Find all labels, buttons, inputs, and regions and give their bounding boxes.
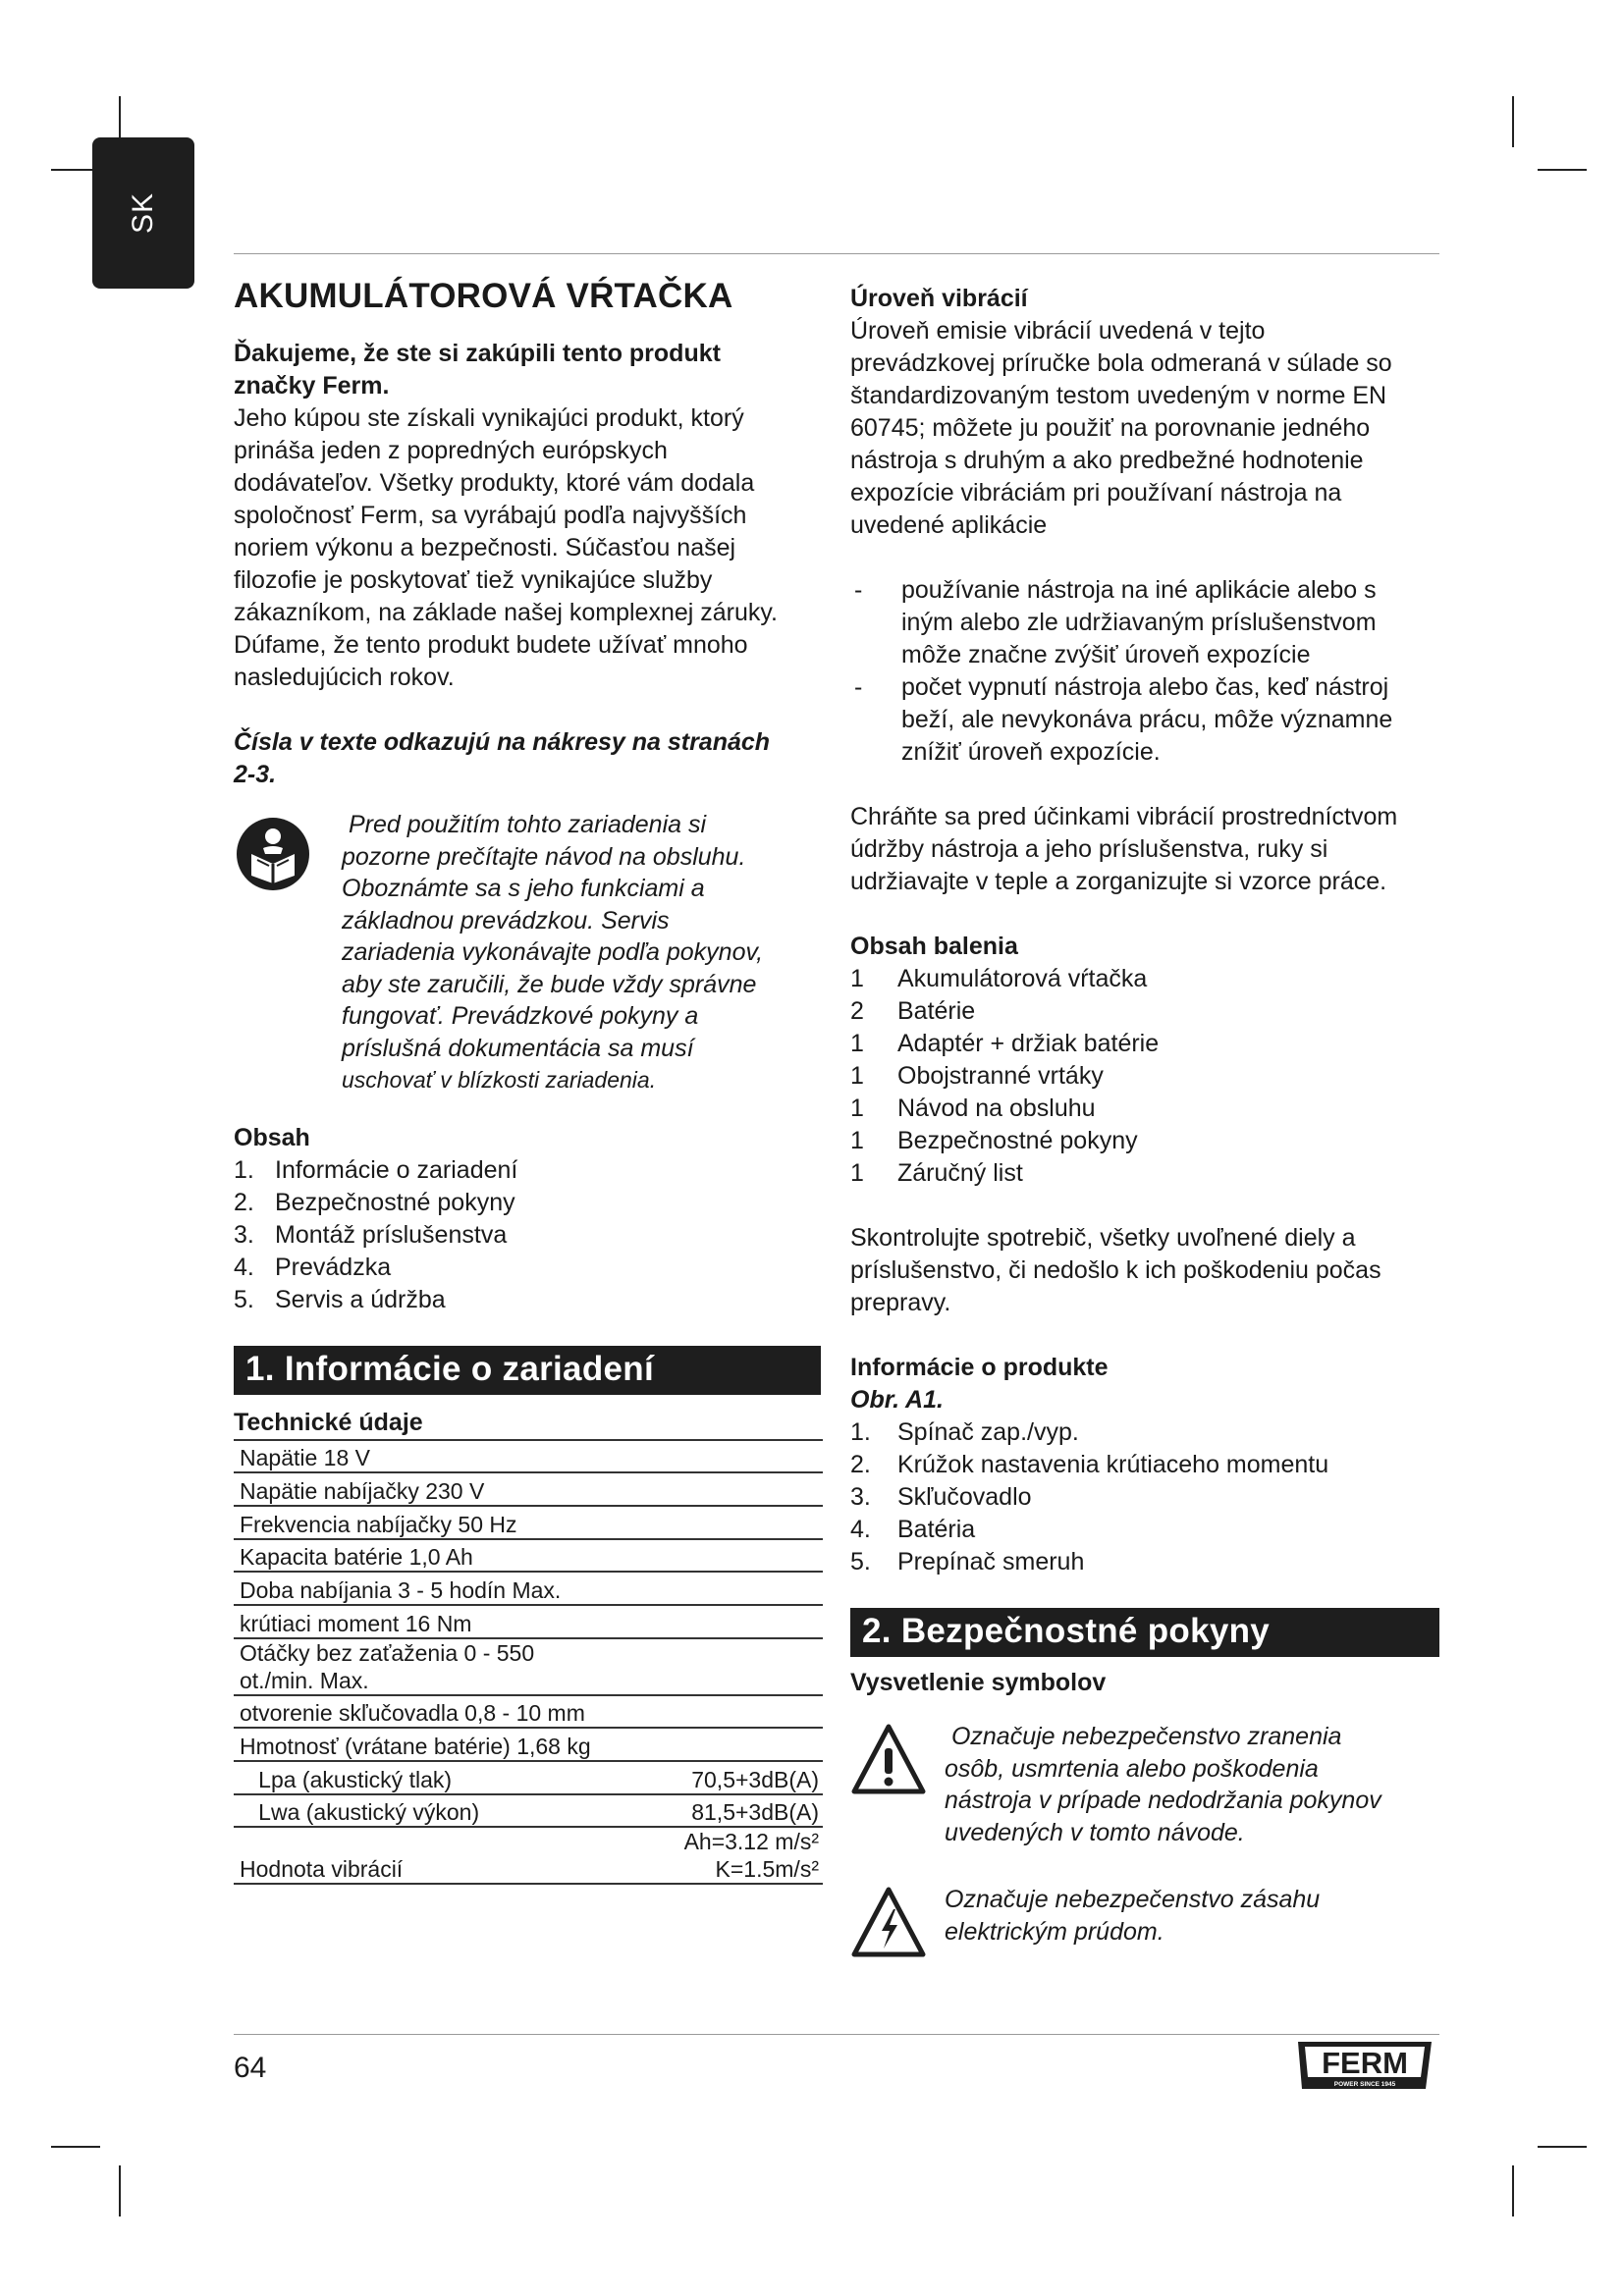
crop-mark [119,2165,121,2216]
intro-line: Jeho kúpou ste získali vynikajúci produkt, ktorý [234,404,744,432]
protect-paragraph [850,801,1439,898]
figures-note-line: Čísla v texte odkazujú na nákresy na stranách [234,728,771,756]
product-parts-list [850,1416,1439,1578]
page-number: 64 [234,2052,267,2084]
warning-line: osôb, usmrtenia alebo poškodenia [945,1754,1319,1783]
vibration-line: uvedené aplikácie [850,511,1048,539]
warning-line: Označuje nebezpečenstvo zásahu [945,1886,1321,1913]
figure-reference: Obr. A1. [850,1386,944,1414]
footer-rule [234,2034,1439,2035]
vibration-line: Úroveň emisie vibrácií uvedená v tejto [850,317,1266,345]
contents-heading: Obsah [234,1123,310,1151]
right-column [850,283,1439,1967]
thanks-line: Ďakujeme, že ste si zakúpili tento produkt [234,340,721,367]
list-item: 2. Krúžok nastavenia krútiaceho momentu [850,1451,1329,1478]
table-row: Lwa (akustický výkon) 81,5+3dB(A) [234,1794,823,1828]
vibration-line: 60745; môžete ju použiť na porovnanie jedného [850,414,1371,442]
table-row: Hodnota vibrácií Ah=3.12 m/s² K=1.5m/s² [234,1827,823,1884]
intro-line: zákazníkom, na základe našej komplexnej záruky. [234,599,778,626]
list-item: 1 Adaptér + držiak batérie [850,1030,1160,1057]
vibration-line: expozície vibráciám pri používaní nástroja na [850,479,1342,507]
list-item: 4. Prevádzka [234,1253,392,1281]
list-item: 2 Batérie [850,997,976,1025]
logo-tagline: POWER SINCE 1945 [1333,2081,1396,2088]
vibration-paragraph [850,315,1439,542]
intro-line: filozofie je poskytovať tiež vynikajúce služby [234,566,713,594]
crop-mark [1512,2165,1514,2216]
list-item: 2. Bezpečnostné pokyny [234,1188,515,1216]
manual-note-line: Oboznámte sa s jeho funkciami a [342,875,705,902]
list-item: - používanie nástroja na iné aplikácie alebo s iným alebo zle udržiavaným príslušenstvom môže značne zvýšiť úroveň expozície [854,576,1377,668]
section1-banner: 1. Informácie o zariadení [234,1346,821,1395]
list-item: 1 Akumulátorová vŕtačka [850,965,1148,992]
protect-line: údržby nástroja a jeho príslušenstva, ruky si [850,835,1328,863]
intro-line: prináša jeden z popredných európskych [234,437,668,464]
table-row: otvorenie skľučovadla 0,8 - 10 mm [234,1695,823,1729]
table-row: Doba nabíjania 3 - 5 hodín Max. [234,1572,823,1605]
manual-note-line: základnou prevádzkou. Servis [342,906,670,934]
figures-note [234,726,821,791]
list-item: 1. Informácie o zariadení [234,1155,518,1184]
vibration-line: prevádzkovej príručke bola odmeraná v súlade so [850,349,1392,377]
intro-line: spoločnosť Ferm, sa vyrábajú podľa najvyšších [234,502,747,529]
intro-line: noriem výkonu a bezpečnosti. Súčasťou našej [234,534,736,561]
warning-line: uvedených v tomto návode. [945,1818,1245,1846]
table-row: Napätie nabíjačky 230 V [234,1472,823,1506]
list-item: 5. Prepínač smeruh [850,1548,1085,1575]
list-item: 1. Spínač zap./vyp. [850,1418,1079,1446]
table-row: Kapacita batérie 1,0 Ah [234,1539,823,1573]
manual-note-line: fungovať. Prevádzkové pokyny a [342,1002,699,1030]
crop-mark [1538,169,1587,171]
warning-line: elektrickým prúdom. [945,1917,1164,1946]
list-item: 1 Záručný list [850,1159,1023,1187]
manual-note-line: uschovať v blízkosti zariadenia. [342,1067,657,1093]
thanks-text [234,338,821,402]
crop-mark [1538,2146,1587,2148]
manual-note-line: aby ste zaručili, že bude vždy správne [342,970,757,998]
protect-line: Chráňte sa pred účinkami vibrácií prostredníctvom [850,803,1398,830]
contents-list [234,1154,821,1316]
vibration-heading: Úroveň vibrácií [850,285,1028,312]
intro-line: dodávateľov. Všetky produkty, ktoré vám dodala [234,469,755,497]
manual-note-line: Pred použitím tohto zariadenia si [342,811,707,838]
protect-line: udržiavajte v teple a zorganizujte si vzorce práce. [850,868,1387,895]
manual-note-text [342,809,821,1096]
tech-data-heading: Technické údaje [234,1407,823,1441]
thanks-line: značky Ferm. [234,372,390,400]
warning-line: Označuje nebezpečenstvo zranenia [945,1723,1342,1750]
vibration-line: nástroja s druhým a ako predbežné hodnotenie [850,447,1364,474]
product-info-heading: Informácie o produkte [850,1354,1109,1381]
manual-note-line: príslušná dokumentácia sa musí [342,1034,694,1062]
check-line: príslušenstvo, či nedošlo k ich poškodeniu počas [850,1256,1381,1284]
manual-note-line: pozorne prečítajte návod na obsluhu. [342,842,746,871]
list-item: 3. Montáž príslušenstva [234,1220,508,1249]
check-line: Skontrolujte spotrebič, všetky uvoľnené diely a [850,1224,1356,1252]
language-tab-label: SK [127,191,159,235]
list-item: 1 Bezpečnostné pokyny [850,1127,1138,1154]
table-row: Frekvencia nabíjačky 50 Hz [234,1506,823,1539]
table-row: Otáčky bez zaťaženia 0 - 550 ot./min. Max. [234,1638,823,1695]
list-item: 5. Servis a údržba [234,1285,446,1313]
warning-line: nástroja v prípade nedodržania pokynov [945,1787,1381,1814]
list-item: 1 Návod na obsluhu [850,1095,1096,1122]
ferm-logo [1292,2038,1437,2095]
section2-banner: 2. Bezpečnostné pokyny [850,1608,1439,1657]
intro-line: nasledujúcich rokov. [234,664,455,691]
header-rule [234,253,1439,254]
table-row: Napätie 18 V [234,1441,823,1473]
list-item: 3. Skľučovadlo [850,1483,1032,1511]
electric-warning [850,1884,1439,1967]
check-line: prepravy. [850,1289,951,1316]
manual-note-line: zariadenia vykonávajte podľa pokynov, [342,938,764,966]
list-item: 1 Obojstranné vrtáky [850,1062,1104,1090]
dash-list [850,574,1439,769]
general-warning [850,1721,1439,1848]
package-list [850,963,1439,1190]
figures-note-line: 2-3. [234,761,277,788]
list-item: 4. Batéria [850,1516,976,1543]
page-title: AKUMULÁTOROVÁ VŔTAČKA [234,277,733,315]
list-item: - počet vypnutí nástroja alebo čas, keď nástroj beží, ale nevykonáva prácu, môže významne znížiť úroveň expozície. [854,673,1393,766]
left-column [234,277,821,1885]
logo-text: FERM [1322,2046,1408,2080]
table-row: krútiaci moment 16 Nm [234,1605,823,1638]
intro-paragraph [234,402,821,694]
check-paragraph [850,1222,1439,1319]
crop-mark [1512,96,1514,147]
spec-table [234,1441,823,1886]
package-heading: Obsah balenia [850,933,1018,960]
manual-note [234,809,821,1096]
symbols-heading: Vysvetlenie symbolov [850,1669,1107,1696]
vibration-line: štandardizovaným testom uvedeným v norme EN [850,382,1387,409]
crop-mark [51,2146,100,2148]
read-manual-icon [234,809,342,1096]
warning-triangle-icon [850,1721,945,1848]
intro-line: Dúfame, že tento produkt budete užívať mnoho [234,631,748,659]
electric-shock-icon [850,1884,945,1967]
table-row: Hmotnosť (vrátane batérie) 1,68 kg [234,1728,823,1761]
table-row: Lpa (akustický tlak) 70,5+3dB(A) [234,1761,823,1794]
language-tab [92,137,194,289]
